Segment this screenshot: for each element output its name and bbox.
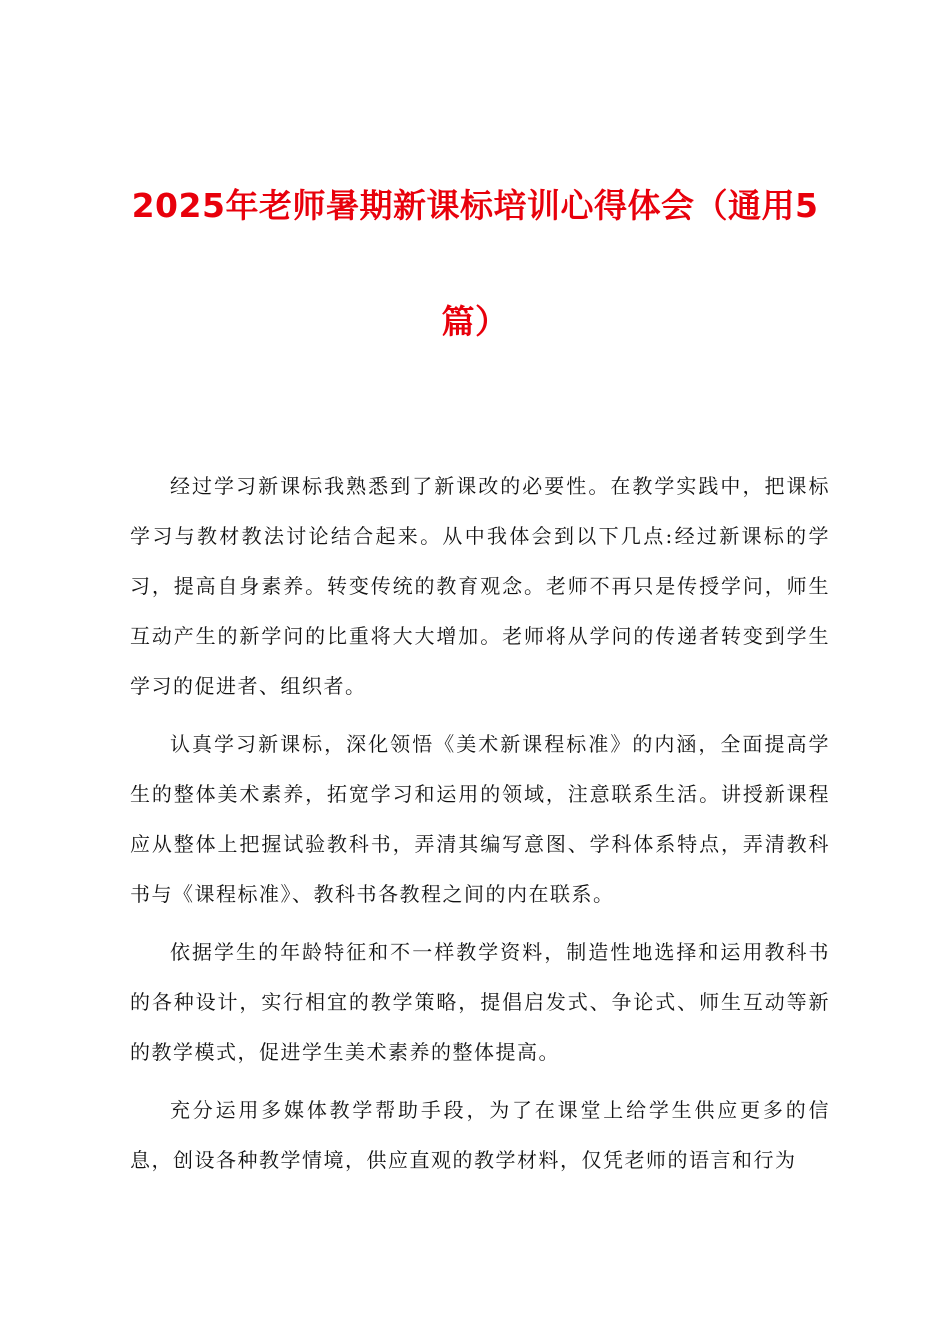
paragraph-4: 充分运用多媒体教学帮助手段，为了在课堂上给学生供应更多的信息，创设各种教学情境，供应直观的教学材料，仅凭老师的语言和行为: [130, 1098, 830, 1172]
document-title: 2025年老师暑期新课标培训心得体会（通用5篇）: [131, 186, 819, 342]
document-body: [130, 461, 830, 1193]
paragraph-3: 依据学生的年龄特征和不一样教学资料，制造性地选择和运用教科书的各种设计，实行相宜的教学策略，提倡启发式、争论式、师生互动等新的教学模式，促进学生美术素养的整体提高。: [130, 940, 830, 1064]
paragraph-1: 经过学习新课标我熟悉到了新课改的必要性。在教学实践中，把课标学习与教材教法讨论结合起来。从中我体会到以下几点:经过新课标的学习，提高自身素养。转变传统的教育观念。老师不再只是传授学问，师生互动产生的新学问的比重将大大增加。老师将从学问的传递者转变到学生学习的促进者、组织者。: [130, 474, 830, 698]
paragraph-2: 认真学习新课标，深化领悟《美术新课程标准》的内涵，全面提高学生的整体美术素养，拓宽学习和运用的领域，注意联系生活。讲授新课程应从整体上把握试验教科书，弄清其编写意图、学科体系特点，弄清教科书与《课程标准》、教科书各教程之间的内在联系。: [130, 732, 830, 906]
